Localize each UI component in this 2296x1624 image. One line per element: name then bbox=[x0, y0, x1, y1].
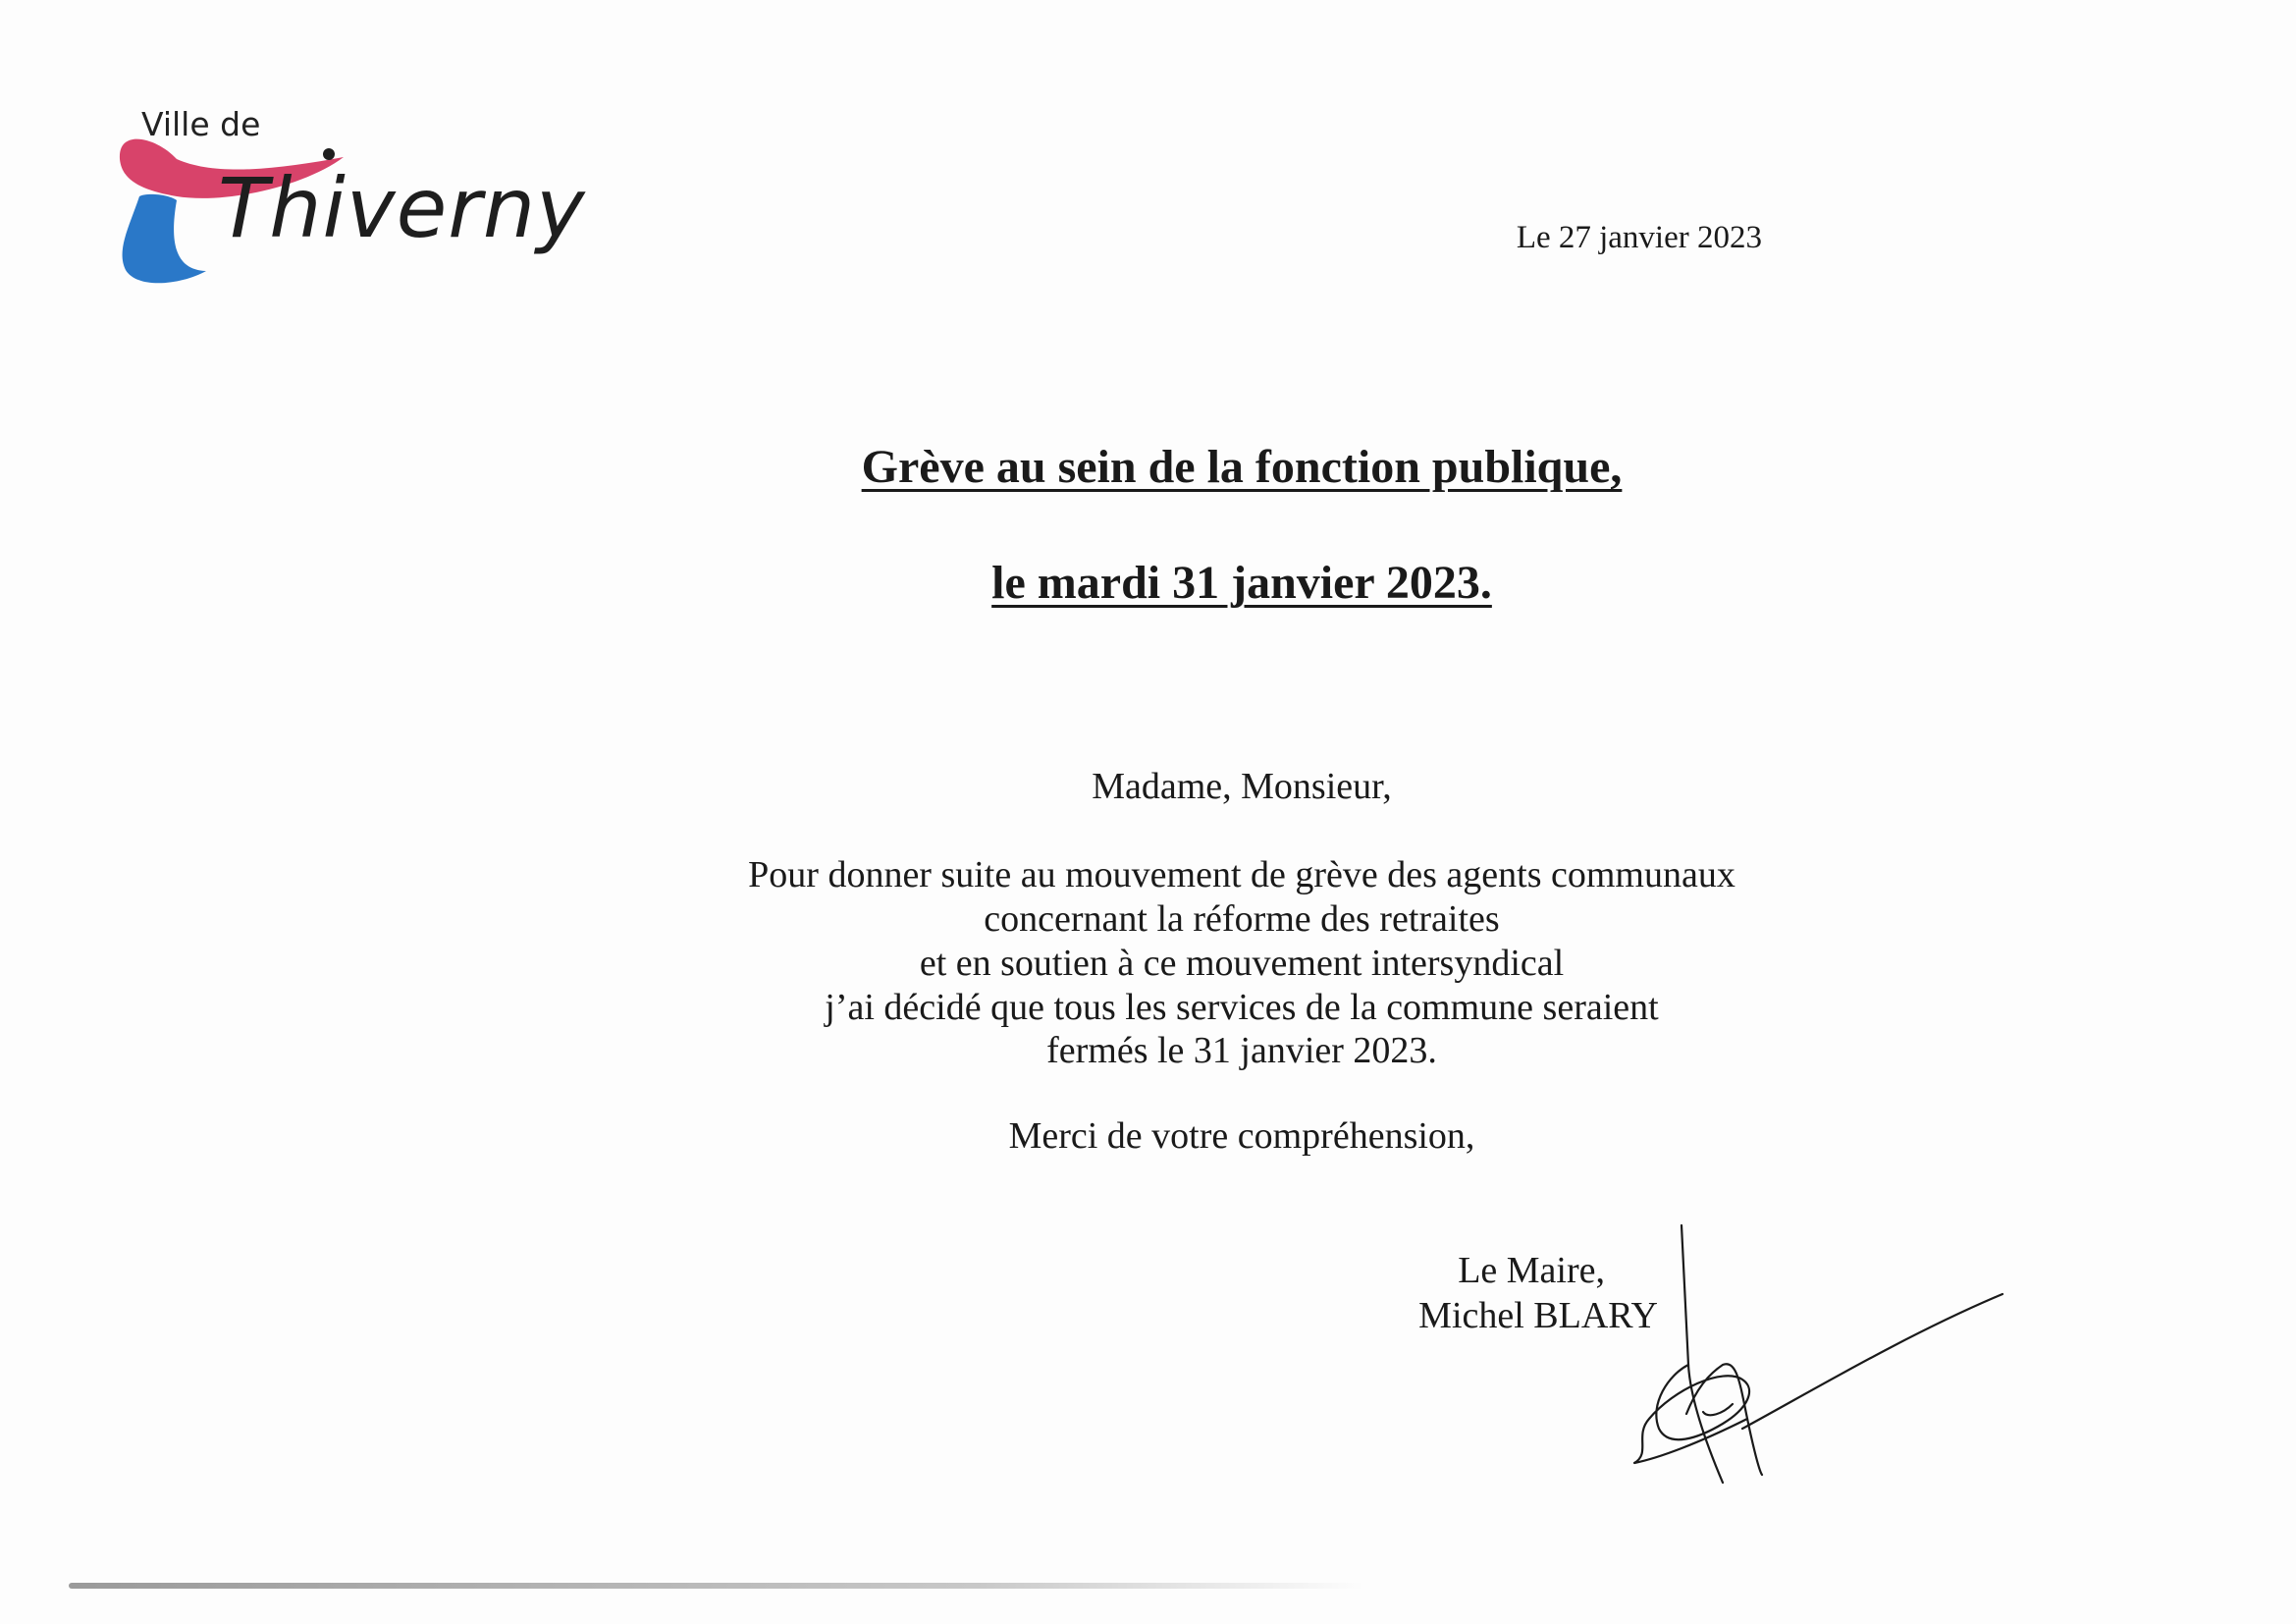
signatory-title: Le Maire, bbox=[1458, 1250, 1605, 1291]
letter-title-line-2 bbox=[0, 557, 2296, 609]
letter-title-text-2: le mardi 31 janvier 2023. bbox=[991, 557, 1492, 609]
letter-title-text-1: Grève au sein de la fonction publique, bbox=[861, 441, 1623, 493]
signatory-name: Michel BLARY bbox=[1418, 1295, 1658, 1336]
scan-edge-shadow bbox=[69, 1583, 1364, 1589]
closing-line: Merci de votre compréhension, bbox=[1008, 1115, 1475, 1157]
salutation: Madame, Monsieur, bbox=[1092, 766, 1392, 807]
body-line: j’ai décidé que tous les services de la commune seraient bbox=[825, 987, 1659, 1028]
body-line: Pour donner suite au mouvement de grève des agents communaux bbox=[748, 854, 1735, 895]
town-logo bbox=[108, 98, 599, 295]
logo-dot bbox=[323, 148, 335, 160]
handwritten-signature bbox=[1629, 1218, 2022, 1492]
body-line: concernant la réforme des retraites bbox=[984, 898, 1500, 940]
body-line: et en soutien à ce mouvement intersyndical bbox=[919, 943, 1565, 984]
body-line: fermés le 31 janvier 2023. bbox=[1046, 1030, 1437, 1071]
letter-date: Le 27 janvier 2023 bbox=[1516, 220, 1762, 255]
logo-town-name: Thiverny bbox=[218, 160, 586, 256]
logo-prefix: Ville de bbox=[141, 105, 261, 143]
logo-blue-stroke bbox=[123, 194, 206, 283]
letter-title-line-1 bbox=[0, 441, 2296, 493]
